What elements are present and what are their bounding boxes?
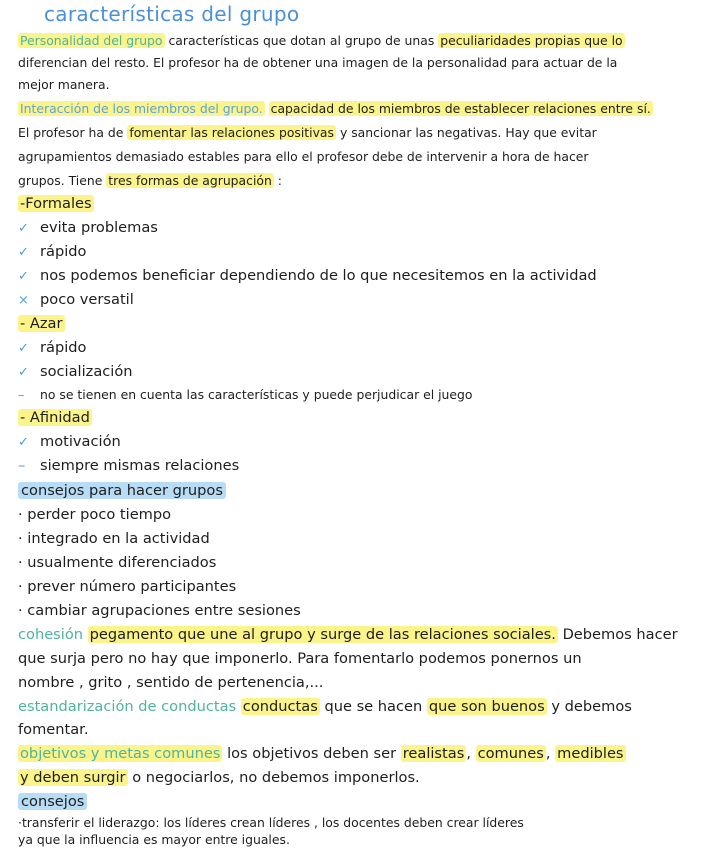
interaccion-line-1 [18,100,695,118]
afinidad-item-1 [18,432,695,453]
azar-item-2 [18,362,695,383]
page-title: características del grupo [44,2,300,26]
azar-heading-line [18,314,695,334]
cross-icon: × [18,293,29,308]
formales-item-3 [18,266,695,287]
cohesion-line-2: que surja pero no hay que imponerlo. Para fomentarlo podemos ponernos un [18,650,582,667]
consejos-line-2: ya que la influencia es mayor entre iguales. [18,832,290,847]
personalidad-highlight: peculiaridades propias que lo [440,33,623,48]
estandar-highlight-a: conductas [242,698,318,715]
afinidad-item-text: siempre mismas relaciones [40,457,240,474]
dash-icon: – [18,457,26,474]
estandar-text-b: y debemos [551,698,632,715]
formales-item-text: rápido [40,243,87,260]
afinidad-item-text: motivación [40,433,121,450]
personalidad-term: Personalidad del grupo [20,33,163,48]
cohesion-term: cohesión [18,626,84,643]
cohesion-line-1 [18,625,695,645]
consejo-item-4: · prever número participantes [18,578,237,595]
interaccion-line-2 [18,124,695,142]
personalidad-line-3: mejor manera. [18,77,110,92]
consejos-heading-line [18,792,695,812]
objetivos-highlight-a: realistas [402,745,465,762]
objetivos-highlight-d: y deben surgir [20,769,126,786]
azar-item-text: rápido [40,339,87,356]
formales-item-text: evita problemas [40,219,158,236]
personalidad-text: características que dotan al grupo de unas [168,33,435,48]
objetivos-text-a: los objetivos deben ser [227,745,397,762]
formales-heading-line [18,194,695,214]
interaccion-line-4 [18,172,695,190]
afinidad-heading: - Afinidad [20,409,90,426]
azar-item-text: no se tienen en cuenta las características y puede perjudicar el juego [40,387,473,402]
check-icon: ✓ [18,245,29,260]
formales-item-4 [18,290,695,311]
check-icon: ✓ [18,435,29,450]
formales-heading: -Formales [20,195,92,212]
objetivos-highlight-c: medibles [557,745,624,762]
consejos-grupos-heading: consejos para hacer grupos [18,482,226,499]
consejos-line-1: ·transferir el liderazgo: los líderes crean líderes , los docentes deben crear líderes [18,815,524,830]
check-icon: ✓ [18,269,29,284]
check-icon: ✓ [18,341,29,356]
estandar-text-a: que se hacen [324,698,423,715]
estandar-term: estandarización de conductas [18,698,237,715]
consejo-item-1: · perder poco tiempo [18,506,172,523]
estandar-line-1 [18,697,695,717]
check-icon: ✓ [18,365,29,380]
consejo-item-3: · usualmente diferenciados [18,554,217,571]
formales-item-text: nos podemos beneficiar dependiendo de lo que necesitemos en la actividad [40,267,597,284]
objetivos-comma-1: , [466,745,471,762]
interaccion-text-b: y sancionar las negativas. Hay que evitar [339,125,597,140]
agrupacion-highlight: tres formas de agrupación [108,173,272,188]
consejos-heading: consejos [18,793,87,810]
cohesion-line-3: nombre , grito , sentido de pertenencia,... [18,674,324,691]
formales-item-2 [18,242,695,263]
interaccion-highlight-2: fomentar las relaciones positivas [129,125,334,140]
personalidad-line-2: diferencian del resto. El profesor ha de obtener una imagen de la personalidad para actuar de la [18,55,618,70]
objetivos-line-2 [18,768,695,788]
interaccion-text-c: grupos. Tiene [18,173,103,188]
objetivos-highlight-b: comunes [477,745,544,762]
objetivos-line-1 [18,744,695,764]
interaccion-highlight: capacidad de los miembros de establecer relaciones entre sí. [270,101,651,116]
formales-item-1 [18,218,695,239]
interaccion-line-3: agrupamientos demasiado estables para ello el profesor debe de intervenir a hora de hacer [18,149,589,164]
azar-item-1 [18,338,695,359]
objetivos-text-b: o negociarlos, no debemos imponerlos. [132,769,420,786]
objetivos-comma-2: , [545,745,551,762]
azar-item-text: socialización [40,363,133,380]
consejos-grupos-heading-line [18,481,695,501]
consejo-item-2: · integrado en la actividad [18,530,210,547]
azar-heading: - Azar [20,315,63,332]
interaccion-term: Interacción de los miembros del grupo. [20,101,263,116]
check-icon: ✓ [18,221,29,236]
dash-icon: – [18,387,25,402]
estandar-line-2: fomentar. [18,721,89,738]
consejo-item-5: · cambiar agrupaciones entre sesiones [18,602,301,619]
azar-item-3 [18,386,695,404]
objetivos-term: objetivos y metas comunes [20,745,221,762]
cohesion-highlight: pegamento que une al grupo y surge de las relaciones sociales. [89,626,556,643]
afinidad-item-2 [18,456,695,476]
interaccion-text-a: El profesor ha de [18,125,124,140]
interaccion-colon: : [277,173,282,188]
formales-item-text: poco versatil [40,291,134,308]
afinidad-heading-line [18,408,695,428]
estandar-highlight-b: que son buenos [428,698,545,715]
personalidad-line-1 [18,32,695,50]
cohesion-text: Debemos hacer [562,626,678,643]
